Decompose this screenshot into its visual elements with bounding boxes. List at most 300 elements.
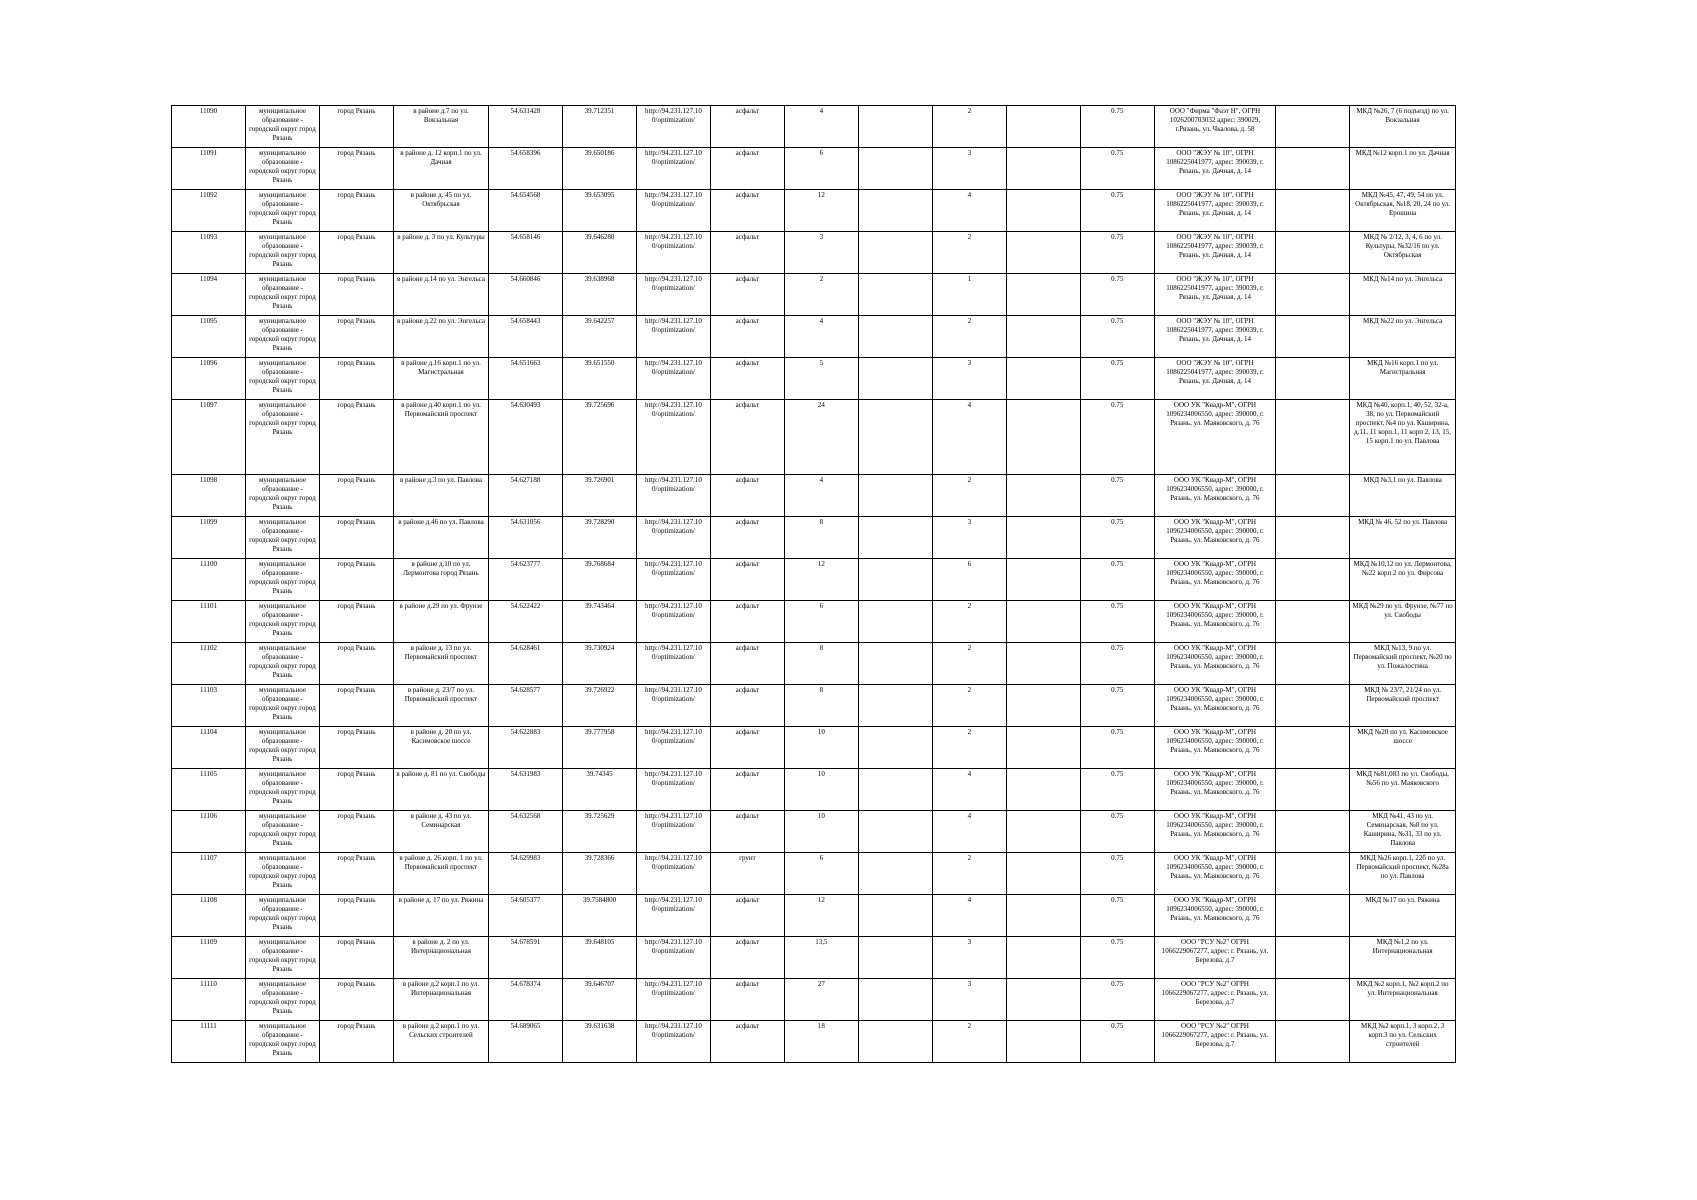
cell-url: http://94.231.127.10 0/optimization/: [636, 559, 710, 601]
table-row: [172, 727, 1456, 769]
cell-buildings: МКД №12 корп.1 по ул. Дачная: [1350, 148, 1456, 190]
cell-empty: [858, 400, 932, 475]
cell-buildings: МКД №41, 43 по ул. Семинарская, №8 по ул. Каширина, №31, 33 по ул. Павлова: [1350, 811, 1456, 853]
cell-area: 4: [784, 316, 858, 358]
cell-municipality: муниципальное образование - городской округ город Рязань: [245, 232, 319, 274]
cell-container-count: 3: [932, 517, 1006, 559]
table-row: [172, 769, 1456, 811]
cell-id: 11099: [172, 517, 246, 559]
cell-longitude: 39.726901: [562, 475, 636, 517]
cell-empty: [858, 358, 932, 400]
cell-owner: ООО УК "Квадр-М", ОГРН 1096234006550, адрес: 390000, г. Рязань, ул. Маяковского, д. 76: [1154, 727, 1276, 769]
cell-url: http://94.231.127.10 0/optimization/: [636, 685, 710, 727]
cell-id: 11106: [172, 811, 246, 853]
cell-latitude: 54.689065: [489, 1021, 563, 1063]
cell-city: город Рязань: [319, 232, 393, 274]
cell-buildings: МКД №1,2 по ул. Интернациональная: [1350, 937, 1456, 979]
cell-municipality: муниципальное образование - городской округ город Рязань: [245, 517, 319, 559]
cell-volume: 0.75: [1080, 811, 1154, 853]
cell-owner: ООО "РСУ №2" ОГРН 1066229067277, адрес: г. Рязань, ул. Березова, д.7: [1154, 979, 1276, 1021]
cell-location: в районе д. 12 корп.1 по ул. Дачная: [393, 148, 488, 190]
cell-longitude: 39.743464: [562, 601, 636, 643]
cell-volume: 0.75: [1080, 685, 1154, 727]
cell-container-count: 4: [932, 811, 1006, 853]
cell-owner: ООО "РСУ №2" ОГРН 1066229067277, адрес: г. Рязань, ул. Березова, д.7: [1154, 1021, 1276, 1063]
cell-url: http://94.231.127.10 0/optimization/: [636, 232, 710, 274]
cell-location: в районе д.14 по ул. Энгельса: [393, 274, 488, 316]
cell-owner: ООО УК "Квадр-М", ОГРН 1096234006550, адрес: 390000, г. Рязань, ул. Маяковского, д. 76: [1154, 895, 1276, 937]
cell-empty: [858, 769, 932, 811]
cell-empty: [1276, 190, 1350, 232]
cell-surface: асфальт: [710, 937, 784, 979]
cell-city: город Рязань: [319, 643, 393, 685]
cell-empty: [1276, 559, 1350, 601]
cell-surface: асфальт: [710, 601, 784, 643]
cell-latitude: 54.658396: [489, 148, 563, 190]
cell-container-count: 2: [932, 853, 1006, 895]
cell-location: в районе д. 45 по ул. Октябрьская: [393, 190, 488, 232]
cell-municipality: муниципальное образование - городской округ город Рязань: [245, 358, 319, 400]
cell-buildings: МКД №81,083 по ул. Свободы, №56 по ул. Маяковского: [1350, 769, 1456, 811]
cell-empty: [1276, 517, 1350, 559]
cell-latitude: 54.628461: [489, 643, 563, 685]
cell-volume: 0.75: [1080, 475, 1154, 517]
cell-surface: асфальт: [710, 685, 784, 727]
cell-latitude: 54.622422: [489, 601, 563, 643]
cell-area: 2: [784, 274, 858, 316]
cell-city: город Рязань: [319, 1021, 393, 1063]
cell-municipality: муниципальное образование - городской округ город Рязань: [245, 853, 319, 895]
cell-container-count: 2: [932, 601, 1006, 643]
cell-owner: ООО УК "Квадр-М", ОГРН 1096234006550, адрес: 390000, г. Рязань, ул. Маяковского, д. 76: [1154, 685, 1276, 727]
table-row: [172, 400, 1456, 475]
cell-surface: асфальт: [710, 1021, 784, 1063]
cell-id: 11101: [172, 601, 246, 643]
cell-buildings: МКД №3,1 по ул. Павлова: [1350, 475, 1456, 517]
cell-id: 11092: [172, 190, 246, 232]
cell-city: город Рязань: [319, 316, 393, 358]
cell-empty: [1006, 475, 1080, 517]
cell-buildings: МКД №26, 7 (6 подъезд) по ул. Вокзальная: [1350, 106, 1456, 148]
cell-city: город Рязань: [319, 106, 393, 148]
cell-empty: [1006, 685, 1080, 727]
cell-empty: [858, 190, 932, 232]
cell-latitude: 54.629983: [489, 853, 563, 895]
cell-buildings: МКД №10,12 по ул. Лермонтова, №22 корп 2 по ул. Фирсова: [1350, 559, 1456, 601]
cell-empty: [858, 601, 932, 643]
cell-location: в районе д.2 корп.1 по ул. Сельских строителей: [393, 1021, 488, 1063]
table-row: [172, 685, 1456, 727]
cell-surface: асфальт: [710, 274, 784, 316]
cell-buildings: МКД №2 корп.1, 3 корп.2, 3 корп.3 по ул. Сельских строителей: [1350, 1021, 1456, 1063]
table-row: [172, 895, 1456, 937]
cell-longitude: 39.642257: [562, 316, 636, 358]
cell-area: 4: [784, 475, 858, 517]
cell-longitude: 39.638968: [562, 274, 636, 316]
cell-empty: [858, 475, 932, 517]
cell-longitude: 39.725696: [562, 400, 636, 475]
cell-empty: [1006, 643, 1080, 685]
cell-url: http://94.231.127.10 0/optimization/: [636, 937, 710, 979]
cell-location: в районе д.7 по ул. Вокзальная: [393, 106, 488, 148]
cell-id: 11104: [172, 727, 246, 769]
cell-buildings: МКД №13, 9 по ул. Первомайский проспект, №20 по ул. Пожалостина: [1350, 643, 1456, 685]
cell-longitude: 39.768684: [562, 559, 636, 601]
cell-municipality: муниципальное образование - городской округ город Рязань: [245, 148, 319, 190]
cell-latitude: 54.623777: [489, 559, 563, 601]
cell-latitude: 54.660846: [489, 274, 563, 316]
cell-latitude: 54.627188: [489, 475, 563, 517]
cell-longitude: 39.74345: [562, 769, 636, 811]
cell-area: 4: [784, 106, 858, 148]
cell-area: 8: [784, 685, 858, 727]
cell-container-count: 6: [932, 559, 1006, 601]
cell-empty: [1006, 232, 1080, 274]
cell-buildings: МКД № 46, 52 по ул. Павлова: [1350, 517, 1456, 559]
cell-container-count: 2: [932, 643, 1006, 685]
cell-volume: 0.75: [1080, 232, 1154, 274]
cell-municipality: муниципальное образование - городской округ город Рязань: [245, 106, 319, 148]
cell-empty: [1276, 685, 1350, 727]
cell-empty: [1276, 979, 1350, 1021]
cell-id: 11105: [172, 769, 246, 811]
cell-url: http://94.231.127.10 0/optimization/: [636, 727, 710, 769]
cell-id: 11110: [172, 979, 246, 1021]
cell-longitude: 39.653095: [562, 190, 636, 232]
cell-municipality: муниципальное образование - городской округ город Рязань: [245, 769, 319, 811]
cell-owner: ООО УК "Квадр-М", ОГРН 1096234006550, адрес: 390000, г. Рязань, ул. Маяковского, д. 76: [1154, 400, 1276, 475]
cell-buildings: МКД №29 по ул. Фрунзе, №77 по ул. Свободы: [1350, 601, 1456, 643]
cell-empty: [1276, 274, 1350, 316]
cell-empty: [1276, 358, 1350, 400]
cell-id: 11093: [172, 232, 246, 274]
cell-container-count: 2: [932, 1021, 1006, 1063]
cell-empty: [1006, 274, 1080, 316]
cell-empty: [1006, 937, 1080, 979]
cell-area: 5: [784, 358, 858, 400]
cell-container-count: 4: [932, 400, 1006, 475]
cell-empty: [1276, 895, 1350, 937]
cell-latitude: 54.622883: [489, 727, 563, 769]
cell-location: в районе д. 43 по ул. Семинарская: [393, 811, 488, 853]
cell-latitude: 54.631983: [489, 769, 563, 811]
cell-location: в районе д.46 по ул. Павлова: [393, 517, 488, 559]
cell-empty: [1276, 769, 1350, 811]
cell-volume: 0.75: [1080, 190, 1154, 232]
cell-surface: асфальт: [710, 769, 784, 811]
cell-area: 12: [784, 895, 858, 937]
cell-volume: 0.75: [1080, 316, 1154, 358]
cell-buildings: МКД №40, корп.1, 40, 52, 32-а, 38, по ул. Первомайский проспект, №4 по ул. Каширина, д.11, 11 корп.1, 11 корп 2, 13, 15, 15 корп.1 по ул. Павлова: [1350, 400, 1456, 475]
cell-empty: [858, 853, 932, 895]
cell-owner: ООО "ЖЭУ № 10", ОГРН 1086225041977, адрес: 390039, г. Рязань, ул. Дачная, д. 14: [1154, 358, 1276, 400]
table-row: [172, 1021, 1456, 1063]
cell-url: http://94.231.127.10 0/optimization/: [636, 853, 710, 895]
cell-area: 10: [784, 727, 858, 769]
cell-id: 11100: [172, 559, 246, 601]
cell-buildings: МКД № 2/12, 3, 4, 6 по ул. Культуры, №32/16 по ул. Октябрьская: [1350, 232, 1456, 274]
cell-owner: ООО "ЖЭУ № 10", ОГРН 1086225041977, адрес: 390039, г. Рязань, ул. Дачная, д. 14: [1154, 232, 1276, 274]
cell-buildings: МКД №17 по ул. Ряжина: [1350, 895, 1456, 937]
cell-empty: [1006, 517, 1080, 559]
cell-empty: [1006, 853, 1080, 895]
cell-longitude: 39.650186: [562, 148, 636, 190]
cell-municipality: муниципальное образование - городской округ город Рязань: [245, 316, 319, 358]
cell-city: город Рязань: [319, 148, 393, 190]
cell-latitude: 54.658146: [489, 232, 563, 274]
cell-empty: [1006, 400, 1080, 475]
table-row: [172, 274, 1456, 316]
table-row: [172, 937, 1456, 979]
cell-buildings: МКД №22 по ул. Энгельса: [1350, 316, 1456, 358]
cell-buildings: МКД №16 корп.1 по ул. Магистральная: [1350, 358, 1456, 400]
cell-url: http://94.231.127.10 0/optimization/: [636, 400, 710, 475]
cell-owner: ООО "РСУ №2" ОГРН 1066229067277, адрес: г. Рязань, ул. Березова, д.7: [1154, 937, 1276, 979]
cell-empty: [858, 274, 932, 316]
cell-latitude: 54.632568: [489, 811, 563, 853]
cell-surface: асфальт: [710, 811, 784, 853]
cell-empty: [858, 727, 932, 769]
cell-surface: грунт: [710, 853, 784, 895]
cell-id: 11091: [172, 148, 246, 190]
cell-volume: 0.75: [1080, 853, 1154, 895]
cell-municipality: муниципальное образование - городской округ город Рязань: [245, 559, 319, 601]
cell-area: 12: [784, 190, 858, 232]
cell-volume: 0.75: [1080, 727, 1154, 769]
cell-buildings: МКД № 23/7, 21/24 по ул. Первомайский проспект: [1350, 685, 1456, 727]
cell-empty: [1276, 148, 1350, 190]
cell-city: город Рязань: [319, 727, 393, 769]
cell-empty: [1276, 601, 1350, 643]
cell-buildings: МКД №2 корп.1, №2 корп.2 по ул. Интернациональная: [1350, 979, 1456, 1021]
cell-container-count: 4: [932, 190, 1006, 232]
cell-owner: ООО УК "Квадр-М", ОГРН 1096234006550, адрес: 390000, г. Рязань, ул. Маяковского, д. 76: [1154, 517, 1276, 559]
cell-location: в районе д. 2 по ул. Интернациональная: [393, 937, 488, 979]
cell-area: 8: [784, 643, 858, 685]
cell-surface: асфальт: [710, 190, 784, 232]
cell-longitude: 39.777958: [562, 727, 636, 769]
cell-container-count: 2: [932, 685, 1006, 727]
cell-latitude: 54.678374: [489, 979, 563, 1021]
cell-container-count: 2: [932, 727, 1006, 769]
cell-municipality: муниципальное образование - городской округ город Рязань: [245, 937, 319, 979]
cell-owner: ООО УК "Квадр-М", ОГРН 1096234006550, адрес: 390000, г. Рязань, ул. Маяковского, д. 76: [1154, 475, 1276, 517]
cell-empty: [1276, 106, 1350, 148]
cell-city: город Рязань: [319, 853, 393, 895]
table-body: [172, 106, 1456, 1063]
cell-area: 12: [784, 559, 858, 601]
cell-city: город Рязань: [319, 979, 393, 1021]
cell-municipality: муниципальное образование - городской округ город Рязань: [245, 643, 319, 685]
cell-empty: [1276, 811, 1350, 853]
cell-url: http://94.231.127.10 0/optimization/: [636, 517, 710, 559]
cell-city: город Рязань: [319, 811, 393, 853]
table-row: [172, 475, 1456, 517]
cell-url: http://94.231.127.10 0/optimization/: [636, 601, 710, 643]
table-row: [172, 517, 1456, 559]
cell-city: город Рязань: [319, 517, 393, 559]
cell-empty: [858, 811, 932, 853]
cell-volume: 0.75: [1080, 400, 1154, 475]
cell-location: в районе д. 13 по ул. Первомайский проспект: [393, 643, 488, 685]
cell-surface: асфальт: [710, 106, 784, 148]
cell-empty: [858, 1021, 932, 1063]
cell-empty: [1006, 727, 1080, 769]
table-row: [172, 316, 1456, 358]
cell-empty: [1276, 475, 1350, 517]
cell-empty: [1006, 190, 1080, 232]
cell-owner: ООО УК "Квадр-М", ОГРН 1096234006550, адрес: 390000, г. Рязань, ул. Маяковского, д. 76: [1154, 643, 1276, 685]
cell-location: в районе д.16 корп.1 по ул. Магистральная: [393, 358, 488, 400]
cell-municipality: муниципальное образование - городской округ город Рязань: [245, 601, 319, 643]
cell-area: 24: [784, 400, 858, 475]
cell-location: в районе д. 17 по ул. Ряжина: [393, 895, 488, 937]
cell-surface: асфальт: [710, 400, 784, 475]
table-row: [172, 106, 1456, 148]
cell-city: город Рязань: [319, 685, 393, 727]
cell-empty: [858, 232, 932, 274]
cell-surface: асфальт: [710, 643, 784, 685]
cell-empty: [858, 979, 932, 1021]
cell-volume: 0.75: [1080, 106, 1154, 148]
cell-volume: 0.75: [1080, 979, 1154, 1021]
cell-empty: [1276, 316, 1350, 358]
cell-longitude: 39.728366: [562, 853, 636, 895]
cell-surface: асфальт: [710, 316, 784, 358]
cell-city: город Рязань: [319, 190, 393, 232]
cell-location: в районе д. 23/7 по ул. Первомайский проспект: [393, 685, 488, 727]
cell-url: http://94.231.127.10 0/optimization/: [636, 475, 710, 517]
cell-municipality: муниципальное образование - городской округ город Рязань: [245, 274, 319, 316]
cell-container-count: 3: [932, 979, 1006, 1021]
cell-empty: [1276, 232, 1350, 274]
cell-id: 11103: [172, 685, 246, 727]
cell-surface: асфальт: [710, 559, 784, 601]
cell-volume: 0.75: [1080, 643, 1154, 685]
cell-empty: [1006, 148, 1080, 190]
cell-latitude: 54.631056: [489, 517, 563, 559]
cell-empty: [1276, 727, 1350, 769]
cell-location: в районе д. 20 по ул. Касимовское шоссе: [393, 727, 488, 769]
cell-empty: [1276, 400, 1350, 475]
cell-surface: асфальт: [710, 232, 784, 274]
cell-location: в районе д.2 корп.1 по ул. Интернациональная: [393, 979, 488, 1021]
cell-empty: [858, 937, 932, 979]
cell-container-count: 3: [932, 358, 1006, 400]
cell-empty: [858, 685, 932, 727]
cell-container-count: 4: [932, 895, 1006, 937]
cell-id: 11109: [172, 937, 246, 979]
cell-municipality: муниципальное образование - городской округ город Рязань: [245, 979, 319, 1021]
cell-url: http://94.231.127.10 0/optimization/: [636, 148, 710, 190]
cell-municipality: муниципальное образование - городской округ город Рязань: [245, 1021, 319, 1063]
cell-area: 13,5: [784, 937, 858, 979]
registry-table: [171, 105, 1456, 1063]
cell-longitude: 39.730924: [562, 643, 636, 685]
cell-municipality: муниципальное образование - городской округ город Рязань: [245, 895, 319, 937]
cell-owner: ООО "ЖЭУ № 10", ОГРН 1086225041977, адрес: 390039, г. Рязань, ул. Дачная, д. 14: [1154, 190, 1276, 232]
table-row: [172, 643, 1456, 685]
cell-area: 6: [784, 148, 858, 190]
cell-url: http://94.231.127.10 0/optimization/: [636, 106, 710, 148]
cell-id: 11102: [172, 643, 246, 685]
cell-area: 27: [784, 979, 858, 1021]
table-row: [172, 979, 1456, 1021]
cell-municipality: муниципальное образование - городской округ город Рязань: [245, 727, 319, 769]
cell-id: 11111: [172, 1021, 246, 1063]
cell-area: 10: [784, 769, 858, 811]
cell-url: http://94.231.127.10 0/optimization/: [636, 358, 710, 400]
cell-container-count: 2: [932, 232, 1006, 274]
cell-longitude: 39.646280: [562, 232, 636, 274]
cell-municipality: муниципальное образование - городской округ город Рязань: [245, 475, 319, 517]
cell-empty: [858, 517, 932, 559]
cell-longitude: 39.648105: [562, 937, 636, 979]
cell-area: 8: [784, 517, 858, 559]
cell-container-count: 2: [932, 316, 1006, 358]
cell-city: город Рязань: [319, 559, 393, 601]
cell-owner: ООО УК "Квадр-М", ОГРН 1096234006550, адрес: 390000, г. Рязань, ул. Маяковского, д. 76: [1154, 601, 1276, 643]
cell-empty: [1006, 316, 1080, 358]
cell-location: в районе д.29 по ул. Фрунзе: [393, 601, 488, 643]
cell-owner: ООО УК "Квадр-М", ОГРН 1096234006550, адрес: 390000, г. Рязань, ул. Маяковского, д. 76: [1154, 769, 1276, 811]
cell-buildings: МКД №26 корп.1, 22б по ул. Первомайский проспект, №28а по ул. Павлова: [1350, 853, 1456, 895]
cell-container-count: 2: [932, 106, 1006, 148]
cell-city: город Рязань: [319, 274, 393, 316]
cell-empty: [1006, 811, 1080, 853]
cell-volume: 0.75: [1080, 601, 1154, 643]
cell-city: город Рязань: [319, 937, 393, 979]
cell-empty: [1006, 979, 1080, 1021]
cell-location: в районе д. 81 по ул. Свободы: [393, 769, 488, 811]
cell-url: http://94.231.127.10 0/optimization/: [636, 274, 710, 316]
cell-area: 6: [784, 601, 858, 643]
cell-location: в районе д.3 по ул. Павлова: [393, 475, 488, 517]
cell-location: в районе д.40 корп.1 по ул. Первомайский проспект: [393, 400, 488, 475]
cell-buildings: МКД №14 по ул. Энгельса: [1350, 274, 1456, 316]
cell-surface: асфальт: [710, 475, 784, 517]
cell-empty: [1006, 106, 1080, 148]
cell-surface: асфальт: [710, 727, 784, 769]
cell-longitude: 39.7584800: [562, 895, 636, 937]
cell-area: 18: [784, 1021, 858, 1063]
cell-empty: [858, 643, 932, 685]
cell-container-count: 3: [932, 148, 1006, 190]
cell-empty: [1276, 937, 1350, 979]
cell-latitude: 54.605377: [489, 895, 563, 937]
cell-longitude: 39.712351: [562, 106, 636, 148]
cell-city: город Рязань: [319, 601, 393, 643]
table-row: [172, 358, 1456, 400]
cell-url: http://94.231.127.10 0/optimization/: [636, 769, 710, 811]
table-row: [172, 559, 1456, 601]
table-row: [172, 811, 1456, 853]
cell-id: 11107: [172, 853, 246, 895]
cell-empty: [1006, 559, 1080, 601]
cell-id: 11094: [172, 274, 246, 316]
cell-surface: асфальт: [710, 895, 784, 937]
cell-latitude: 54.651663: [489, 358, 563, 400]
cell-municipality: муниципальное образование - городской округ город Рязань: [245, 190, 319, 232]
cell-volume: 0.75: [1080, 148, 1154, 190]
cell-empty: [1006, 895, 1080, 937]
cell-buildings: МКД №20 по ул. Касимовское шоссе: [1350, 727, 1456, 769]
cell-location: в районе д.10 по ул. Лермонтова город Рязань: [393, 559, 488, 601]
table-row: [172, 232, 1456, 274]
cell-id: 11108: [172, 895, 246, 937]
cell-url: http://94.231.127.10 0/optimization/: [636, 811, 710, 853]
cell-latitude: 54.654568: [489, 190, 563, 232]
